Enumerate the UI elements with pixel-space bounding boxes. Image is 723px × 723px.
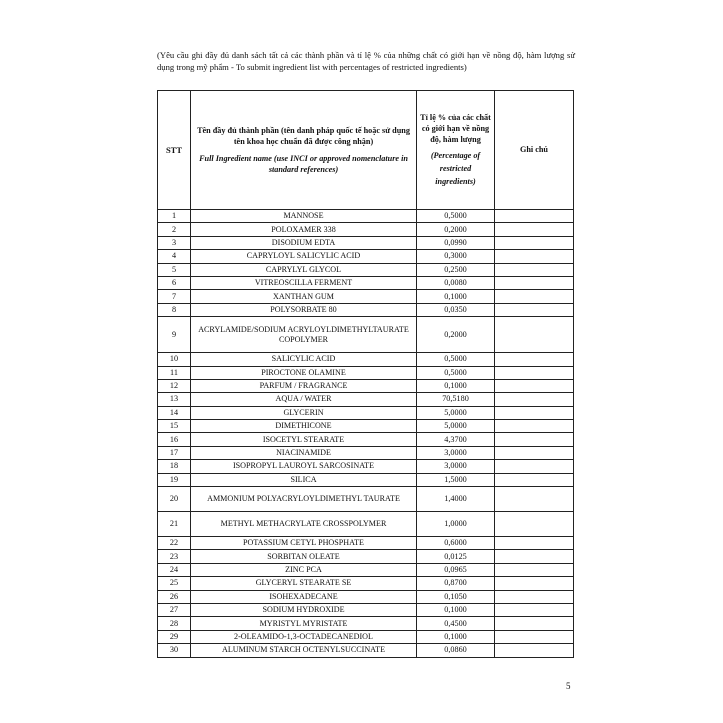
intro-note: (Yêu cầu ghi đầy đủ danh sách tất cả các thành phần và tỉ lệ % của những chất có giới hạn về nồng độ, hàm lượng sử dụng trong mỹ phẩm - To submit ingredient list with percentages of restricted ingredients) — [157, 49, 575, 72]
row-stt: 22 — [158, 537, 191, 550]
table-row — [158, 379, 574, 392]
row-percentage: 0,0080 — [417, 276, 495, 289]
row-stt: 14 — [158, 406, 191, 419]
row-ingredient-name: 2-OLEAMIDO-1,3-OCTADECANEDIOL — [191, 630, 417, 643]
row-percentage: 0,0125 — [417, 550, 495, 563]
row-stt: 21 — [158, 512, 191, 537]
row-percentage: 0,2000 — [417, 317, 495, 353]
row-note — [495, 276, 574, 289]
row-percentage: 0,0350 — [417, 303, 495, 316]
table-row — [158, 537, 574, 550]
row-percentage: 1,4000 — [417, 487, 495, 512]
row-stt: 30 — [158, 644, 191, 657]
row-note — [495, 420, 574, 433]
row-stt: 16 — [158, 433, 191, 446]
row-percentage: 4,3700 — [417, 433, 495, 446]
row-ingredient-name: MYRISTYL MYRISTATE — [191, 617, 417, 630]
row-ingredient-name: AMMONIUM POLYACRYLOYLDIMETHYL TAURATE — [191, 487, 417, 512]
row-ingredient-name: CAPRYLOYL SALICYLIC ACID — [191, 250, 417, 263]
row-note — [495, 512, 574, 537]
row-stt: 7 — [158, 290, 191, 303]
row-note — [495, 303, 574, 316]
header-name-en: Full Ingredient name (use INCI or approved nomenclature in standard references) — [199, 154, 408, 174]
row-ingredient-name: SILICA — [191, 473, 417, 486]
row-ingredient-name: NIACINAMIDE — [191, 446, 417, 459]
row-ingredient-name: POLOXAMER 338 — [191, 223, 417, 236]
row-stt: 24 — [158, 563, 191, 576]
row-ingredient-name: VITREOSCILLA FERMENT — [191, 276, 417, 289]
header-pct-vn: Tỉ lệ % của các chất có giới hạn về nồng độ, hàm lượng — [420, 113, 491, 144]
ingredient-rows — [158, 210, 574, 658]
row-percentage: 0,2000 — [417, 223, 495, 236]
row-note — [495, 644, 574, 657]
row-stt: 13 — [158, 393, 191, 406]
row-note — [495, 236, 574, 249]
row-note — [495, 353, 574, 366]
row-stt: 29 — [158, 630, 191, 643]
table-row — [158, 353, 574, 366]
row-percentage: 70,5180 — [417, 393, 495, 406]
row-ingredient-name: XANTHAN GUM — [191, 290, 417, 303]
row-note — [495, 563, 574, 576]
row-ingredient-name: PARFUM / FRAGRANCE — [191, 379, 417, 392]
row-note — [495, 487, 574, 512]
row-percentage: 0,5000 — [417, 366, 495, 379]
row-stt: 8 — [158, 303, 191, 316]
table-row — [158, 512, 574, 537]
row-stt: 23 — [158, 550, 191, 563]
table-row — [158, 223, 574, 236]
row-percentage: 0,8700 — [417, 577, 495, 590]
row-note — [495, 577, 574, 590]
row-stt: 11 — [158, 366, 191, 379]
row-percentage: 0,3000 — [417, 250, 495, 263]
table-row — [158, 563, 574, 576]
row-note — [495, 550, 574, 563]
table-row — [158, 577, 574, 590]
row-note — [495, 317, 574, 353]
row-percentage: 0,2500 — [417, 263, 495, 276]
row-stt: 3 — [158, 236, 191, 249]
table-row — [158, 473, 574, 486]
row-stt: 5 — [158, 263, 191, 276]
row-ingredient-name: GLYCERYL STEARATE SE — [191, 577, 417, 590]
row-stt: 1 — [158, 210, 191, 223]
row-stt: 25 — [158, 577, 191, 590]
row-ingredient-name: CAPRYLYL GLYCOL — [191, 263, 417, 276]
row-ingredient-name: METHYL METHACRYLATE CROSSPOLYMER — [191, 512, 417, 537]
row-percentage: 0,5000 — [417, 210, 495, 223]
table-row — [158, 393, 574, 406]
row-note — [495, 223, 574, 236]
table-row — [158, 250, 574, 263]
row-note — [495, 433, 574, 446]
row-stt: 17 — [158, 446, 191, 459]
row-ingredient-name: ISOHEXADECANE — [191, 590, 417, 603]
row-percentage: 0,1000 — [417, 379, 495, 392]
row-ingredient-name: POLYSORBATE 80 — [191, 303, 417, 316]
row-stt: 4 — [158, 250, 191, 263]
row-ingredient-name: ISOPROPYL LAUROYL SARCOSINATE — [191, 460, 417, 473]
header-ingredient-name — [191, 91, 417, 210]
row-percentage: 0,5000 — [417, 353, 495, 366]
row-percentage: 0,1050 — [417, 590, 495, 603]
row-ingredient-name: SODIUM HYDROXIDE — [191, 603, 417, 616]
table-row — [158, 603, 574, 616]
row-note — [495, 379, 574, 392]
header-note: Ghi chú — [495, 91, 574, 210]
row-note — [495, 446, 574, 459]
table-header-row — [158, 91, 574, 210]
header-stt: STT — [158, 91, 191, 210]
row-ingredient-name: ISOCETYL STEARATE — [191, 433, 417, 446]
header-percentage — [417, 91, 495, 210]
table-row — [158, 420, 574, 433]
row-note — [495, 537, 574, 550]
row-ingredient-name: ZINC PCA — [191, 563, 417, 576]
row-stt: 12 — [158, 379, 191, 392]
row-ingredient-name: PIROCTONE OLAMINE — [191, 366, 417, 379]
row-stt: 19 — [158, 473, 191, 486]
row-stt: 10 — [158, 353, 191, 366]
row-note — [495, 250, 574, 263]
row-stt: 18 — [158, 460, 191, 473]
row-note — [495, 210, 574, 223]
table-row — [158, 460, 574, 473]
row-note — [495, 263, 574, 276]
row-percentage: 3,0000 — [417, 460, 495, 473]
row-percentage: 1,5000 — [417, 473, 495, 486]
row-stt: 20 — [158, 487, 191, 512]
row-ingredient-name: ACRYLAMIDE/SODIUM ACRYLOYLDIMETHYLTAURATE COPOLYMER — [191, 317, 417, 353]
row-note — [495, 630, 574, 643]
row-note — [495, 590, 574, 603]
ingredient-table — [157, 90, 574, 658]
row-percentage: 0,1000 — [417, 290, 495, 303]
table-row — [158, 487, 574, 512]
row-percentage: 0,0990 — [417, 236, 495, 249]
table-row — [158, 406, 574, 419]
table-row — [158, 590, 574, 603]
row-note — [495, 406, 574, 419]
row-ingredient-name: AQUA / WATER — [191, 393, 417, 406]
table-row — [158, 617, 574, 630]
row-ingredient-name: POTASSIUM CETYL PHOSPHATE — [191, 537, 417, 550]
row-percentage: 5,0000 — [417, 406, 495, 419]
row-percentage: 3,0000 — [417, 446, 495, 459]
table-row — [158, 210, 574, 223]
row-percentage: 0,4500 — [417, 617, 495, 630]
row-ingredient-name: SALICYLIC ACID — [191, 353, 417, 366]
table-row — [158, 236, 574, 249]
table-row — [158, 446, 574, 459]
row-ingredient-name: DIMETHICONE — [191, 420, 417, 433]
header-name-vn: Tên đầy đủ thành phần (tên danh pháp quốc tế hoặc sử dụng tên khoa học chuẩn đã được công nhận) — [197, 126, 410, 146]
row-stt: 2 — [158, 223, 191, 236]
row-stt: 9 — [158, 317, 191, 353]
row-stt: 28 — [158, 617, 191, 630]
table-row — [158, 366, 574, 379]
table-row — [158, 276, 574, 289]
row-stt: 15 — [158, 420, 191, 433]
table-row — [158, 550, 574, 563]
row-stt: 26 — [158, 590, 191, 603]
row-ingredient-name: MANNOSE — [191, 210, 417, 223]
row-note — [495, 473, 574, 486]
table-row — [158, 290, 574, 303]
row-percentage: 5,0000 — [417, 420, 495, 433]
row-note — [495, 393, 574, 406]
row-note — [495, 366, 574, 379]
row-percentage: 1,0000 — [417, 512, 495, 537]
row-note — [495, 617, 574, 630]
table-row — [158, 263, 574, 276]
row-stt: 27 — [158, 603, 191, 616]
row-ingredient-name: DISODIUM EDTA — [191, 236, 417, 249]
row-note — [495, 290, 574, 303]
row-stt: 6 — [158, 276, 191, 289]
table-row — [158, 630, 574, 643]
row-percentage: 0,6000 — [417, 537, 495, 550]
table-row — [158, 644, 574, 657]
row-note — [495, 603, 574, 616]
page-number: 5 — [566, 681, 571, 691]
row-percentage: 0,1000 — [417, 630, 495, 643]
table-row — [158, 303, 574, 316]
table-row — [158, 317, 574, 353]
header-pct-en: (Percentage of restricted ingredients) — [430, 151, 481, 186]
row-percentage: 0,1000 — [417, 603, 495, 616]
row-note — [495, 460, 574, 473]
row-ingredient-name: ALUMINUM STARCH OCTENYLSUCCINATE — [191, 644, 417, 657]
row-ingredient-name: GLYCERIN — [191, 406, 417, 419]
row-percentage: 0,0860 — [417, 644, 495, 657]
table-row — [158, 433, 574, 446]
row-percentage: 0,0965 — [417, 563, 495, 576]
row-ingredient-name: SORBITAN OLEATE — [191, 550, 417, 563]
